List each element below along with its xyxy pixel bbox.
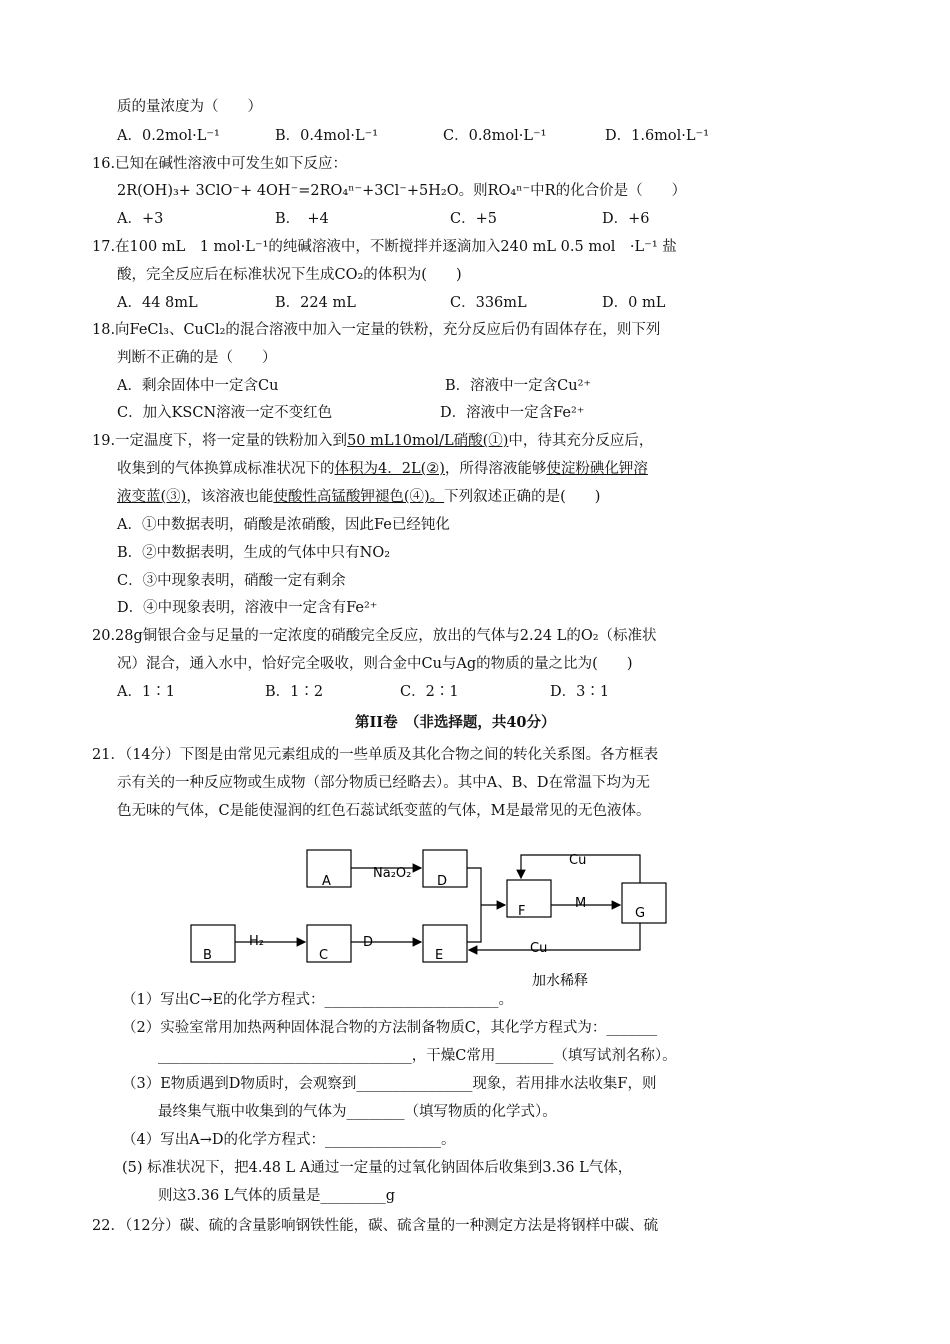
q17-line2: 酸，完全反应后在标准状况下生成CO₂的体积为( ) xyxy=(117,267,462,283)
q19-l3u1: 液变蓝(③) xyxy=(117,489,187,505)
q19-option-c: C．③中现象表明，硝酸一定有剩余 xyxy=(117,573,346,589)
q17-option-d: D．0 mL xyxy=(602,295,666,311)
q18-option-c: C．加入KSCN溶液一定不变红色 xyxy=(117,405,333,421)
box-d-label: D xyxy=(437,874,448,889)
q21-sub3a: （3）E物质遇到D物质时，会观察到________________现象，若用排水法收集F，则 xyxy=(122,1076,657,1092)
q15-option-b: B．0.4mol·L⁻¹ xyxy=(275,128,379,144)
q17-option-c: C．336mL xyxy=(450,295,527,311)
q19-option-d: D．④中现象表明，溶液中一定含有Fe²⁺ xyxy=(117,600,378,616)
q15-option-c: C．0.8mol·L⁻¹ xyxy=(443,128,547,144)
box-f xyxy=(507,880,551,917)
q18-option-d: D．溶液中一定含Fe²⁺ xyxy=(440,405,585,421)
q16-option-d: D．+6 xyxy=(602,211,650,227)
box-f-label: F xyxy=(518,904,526,919)
q17-option-a: A．44 8mL xyxy=(117,295,198,311)
q19-l3a: ，该溶液也能 xyxy=(186,489,274,505)
m-label: M xyxy=(575,896,587,911)
dilute-label: 加水稀释 xyxy=(532,973,588,989)
q20-option-a: A．1∶1 xyxy=(117,684,175,700)
h2-label: H₂ xyxy=(249,934,264,949)
q19-line3 xyxy=(117,487,600,507)
box-b-label: B xyxy=(203,948,212,963)
q20-line1: 20.28g铜银合金与足量的一定浓度的硝酸完全反应，放出的气体与2.24 L的O₂（标准状 xyxy=(92,628,657,644)
q19-l2u2: 使淀粉碘化钾溶 xyxy=(546,461,648,477)
q18-option-a: A．剩余固体中一定含Cu xyxy=(117,378,279,394)
q21-sub2a: （2）实验室常用加热两种固体混合物的方法制备物质C，其化学方程式为：_______ xyxy=(122,1020,658,1036)
q20-option-b: B．1∶2 xyxy=(265,684,324,700)
na2o2-label: Na₂O₂ xyxy=(373,866,412,881)
q19-l3u2: 使酸性高锰酸钾褪色(④)。 xyxy=(273,489,445,505)
q18-option-b: B．溶液中一定含Cu²⁺ xyxy=(445,378,592,394)
box-c-label: C xyxy=(319,948,329,963)
q17-option-b: B．224 mL xyxy=(275,295,356,311)
q21-sub1: （1）写出C→E的化学方程式：________________________。 xyxy=(122,992,514,1008)
q21-line1: 21．（14分）下图是由常见元素组成的一些单质及其化合物之间的转化关系图。各方框表 xyxy=(92,747,659,763)
q21-sub5a: (5) 标准状况下，把4.48 L A通过一定量的过氧化钠固体后收集到3.36 L气体， xyxy=(122,1160,633,1176)
q19-l2b: ，所得溶液能够 xyxy=(444,461,547,477)
q20-line2: 况）混合，通入水中，恰好完全吸收，则合金中Cu与Ag的物质的量之比为( ) xyxy=(117,656,633,672)
q19-l2u1: 体积为4．2L(②) xyxy=(334,461,445,477)
q16-option-c: C．+5 xyxy=(450,211,497,227)
cu-top-label: Cu xyxy=(569,853,587,868)
box-e xyxy=(423,925,467,962)
q15-tail: 质的量浓度为（ ） xyxy=(117,99,262,115)
q19-l1u: 50 mL10mol/L硝酸(①) xyxy=(347,433,509,449)
q19-option-a: A．①中数据表明，硝酸是浓硝酸，因此Fe已经钝化 xyxy=(117,517,450,533)
q19-l1b: 中，待其充分反应后， xyxy=(508,433,654,449)
q18-line1: 18.向FeCl₃、CuCl₂的混合溶液中加入一定量的铁粉，充分反应后仍有固体存在，则下列 xyxy=(92,322,661,338)
q18-line2: 判断不正确的是（ ） xyxy=(117,350,277,366)
section-title: 第II卷 （非选择题，共40分） xyxy=(355,714,556,731)
q19-l2a: 收集到的气体换算成标准状况下的 xyxy=(117,461,335,477)
box-b xyxy=(191,925,235,962)
q21-line2: 示有关的一种反应物或生成物（部分物质已经略去）。其中A、B、D在常温下均为无 xyxy=(117,775,650,791)
arrow-g-e-cu xyxy=(469,923,640,950)
cu-bottom-label: Cu xyxy=(530,941,548,956)
q21-line3: 色无味的气体，C是能使湿润的红色石蕊试纸变蓝的气体，M是最常见的无色液体。 xyxy=(117,803,651,819)
box-e-label: E xyxy=(435,948,444,963)
q19-line1 xyxy=(92,431,653,451)
box-a-label: A xyxy=(322,874,331,889)
q15-option-a: A．0.2mol·L⁻¹ xyxy=(117,128,220,144)
bracket-d-e xyxy=(467,868,481,942)
q20-option-d: D．3∶1 xyxy=(550,684,610,700)
q17-line1: 17.在100 mL 1 mol·L⁻¹的纯碱溶液中，不断搅拌并逐滴加入240 mL 0.5 mol ·L⁻¹ 盐 xyxy=(92,239,677,255)
q19-l1a: 19.一定温度下，将一定量的铁粉加入到 xyxy=(92,433,348,449)
q16-stem: 16.已知在碱性溶液中可发生如下反应： xyxy=(92,156,348,172)
q16-option-a: A．+3 xyxy=(117,211,164,227)
q19-option-b: B．②中数据表明，生成的气体中只有NO₂ xyxy=(117,545,391,561)
box-g-label: G xyxy=(635,906,646,921)
q21-sub5b: 则这3.36 L气体的质量是_________g xyxy=(158,1188,396,1204)
q21-sub4: （4）写出A→D的化学方程式：________________。 xyxy=(122,1132,456,1148)
q20-option-c: C．2∶1 xyxy=(400,684,459,700)
q22-line1: 22．（12分）碳、硫的含量影响钢铁性能，碳、硫含量的一种测定方法是将钢样中碳、硫 xyxy=(92,1218,659,1234)
q16-equation: 2R(OH)₃+ 3ClO⁻+ 4OH⁻=2RO₄ⁿ⁻+3Cl⁻+5H₂O。则RO₄ⁿ⁻中R的化合价是（ ） xyxy=(117,183,687,199)
q19-line2 xyxy=(117,459,648,479)
q21-sub2b: ___________________________________，干燥C常用________（填写试剂名称）。 xyxy=(158,1048,677,1064)
box-c xyxy=(307,925,351,962)
q19-l3b: 下列叙述正确的是( ) xyxy=(444,489,601,505)
q15-option-d: D．1.6mol·L⁻¹ xyxy=(605,128,710,144)
d-label: D xyxy=(363,935,374,950)
reaction-diagram xyxy=(185,845,685,990)
q21-sub3b: 最终集气瓶中收集到的气体为________（填写物质的化学式）。 xyxy=(158,1104,557,1120)
q16-option-b: B． +4 xyxy=(275,211,329,227)
